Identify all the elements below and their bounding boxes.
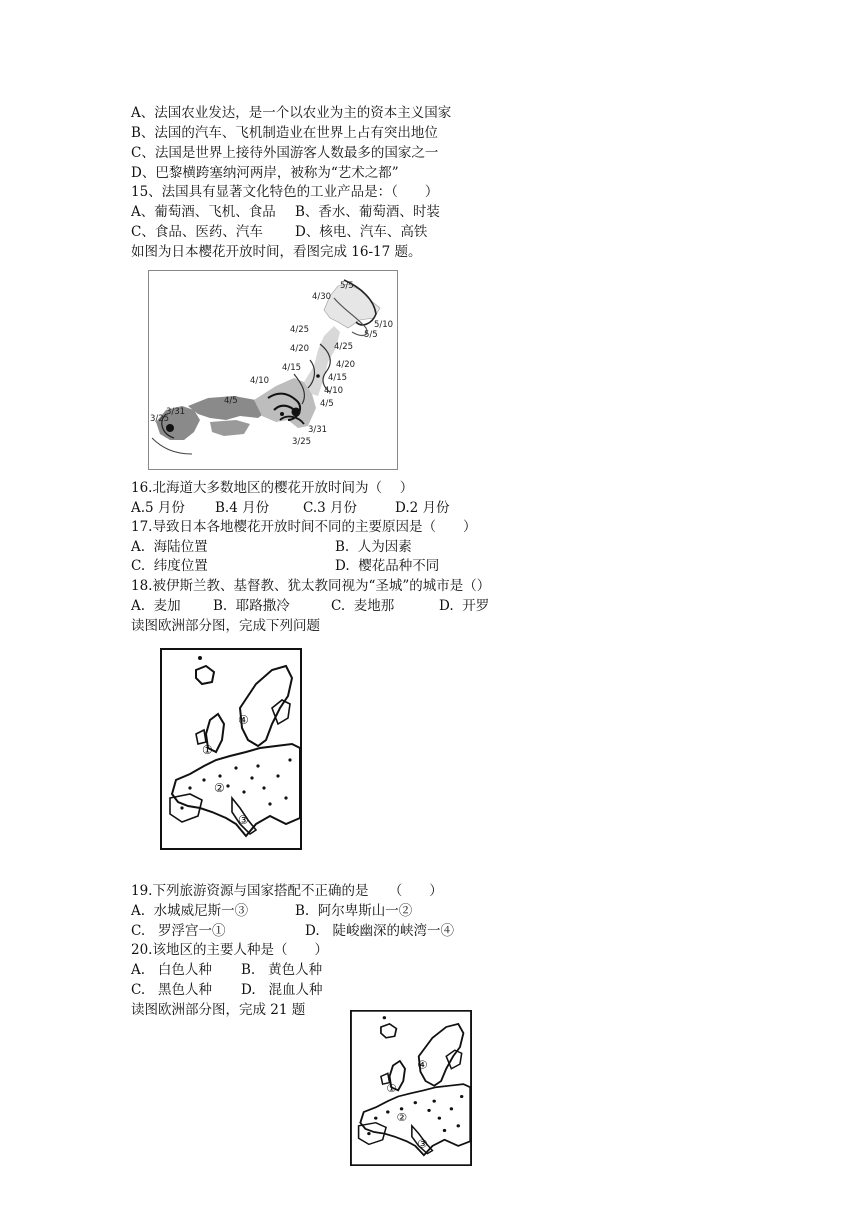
q14-option-c: C、法国是世界上接待外国游客人数最多的国家之一	[131, 145, 439, 161]
map-label: 4/15	[282, 363, 302, 373]
q16-option-d: D.2 月份	[395, 500, 450, 516]
q19-option-a: A. 水城威尼斯一③	[131, 903, 249, 919]
q15-options-row-2	[131, 223, 427, 242]
map-label: 5/5	[364, 330, 378, 340]
map-label: 4/5	[224, 396, 238, 406]
q18-stem: 18.被伊斯兰教、基督教、犹太教同视为“圣城”的城市是（）	[131, 578, 491, 594]
q17-option-b: B. 人为因素	[335, 539, 412, 555]
europe-map-1	[160, 648, 302, 850]
marker-3: ③	[238, 813, 249, 827]
japan-cherry-blossom-map	[148, 270, 398, 470]
q15-stem: 15、法国具有显著文化特色的工业产品是：（ ）	[131, 184, 439, 200]
q17-option-c: C. 纬度位置	[131, 558, 208, 574]
q18-option-d: D. 开罗	[439, 598, 490, 614]
marker-4: ④	[417, 1058, 428, 1072]
q16-option-b: B.4 月份	[215, 500, 270, 516]
q18-options-row	[131, 597, 489, 616]
q17-option-a: A. 海陆位置	[131, 539, 208, 555]
q15-option-a: A、葡萄酒、飞机、食品	[131, 204, 276, 220]
q17-stem: 17.导致日本各地樱花开放时间不同的主要原因是（ ）	[131, 519, 477, 535]
q16-stem: 16.北海道大多数地区的樱花开放时间为（ ）	[131, 480, 414, 496]
map-label: 4/25	[290, 325, 310, 335]
q20-option-c: C. 黑色人种	[131, 982, 213, 998]
map-label: 4/10	[250, 376, 270, 386]
q15-option-b: B、香水、葡萄酒、时装	[295, 204, 440, 220]
marker-2: ②	[214, 781, 225, 795]
q15-option-d: D、核电、汽车、高铁	[295, 224, 428, 240]
q19-option-b: B. 阿尔卑斯山一②	[295, 903, 413, 919]
q16-option-c: C.3 月份	[303, 500, 358, 516]
europe-map-2	[350, 1010, 472, 1166]
q15-options-row-1	[131, 203, 440, 222]
marker-1: ①	[202, 743, 213, 757]
map-label: 4/5	[320, 399, 334, 409]
europe-intro-2: 读图欧洲部分图，完成 21 题	[131, 1002, 306, 1018]
map-label: 4/20	[336, 360, 356, 370]
q18-option-a: A. 麦加	[131, 598, 181, 614]
marker-1: ①	[386, 1081, 397, 1095]
q20-options-row-1	[131, 961, 322, 980]
map-label: 3/31	[308, 425, 328, 435]
q19-stem: 19.下列旅游资源与国家搭配不正确的是 （ ）	[131, 883, 443, 899]
marker-2: ②	[396, 1110, 408, 1125]
q20-option-a: A. 白色人种	[131, 962, 212, 978]
q15-option-c: C、食品、医药、汽车	[131, 224, 263, 240]
q18-option-b: B. 耶路撒冷	[213, 598, 290, 614]
map-label: 3/25	[150, 414, 170, 424]
q20-option-b: B. 黄色人种	[241, 962, 323, 978]
q14-option-d: D、巴黎横跨塞纳河两岸，被称为“艺术之都”	[131, 165, 399, 181]
q17-option-d: D. 樱花品种不同	[335, 558, 440, 574]
q19-option-d: D. 陡峻幽深的峡湾一④	[305, 923, 455, 939]
q19-options-row-2	[131, 922, 454, 941]
europe-intro-1: 读图欧洲部分图，完成下列问题	[131, 618, 320, 634]
map-label: 3/31	[166, 407, 186, 417]
map-label: 5/5	[340, 281, 354, 291]
q20-stem: 20.该地区的主要人种是（ ）	[131, 942, 328, 958]
map-label: 5/10	[374, 320, 394, 330]
q14-option-a: A、法国农业发达，是一个以农业为主的资本主义国家	[131, 105, 452, 121]
q14-option-b: B、法国的汽车、飞机制造业在世界上占有突出地位	[131, 125, 438, 141]
q16-option-a: A.5 月份	[131, 500, 185, 516]
q17-options-row-1	[131, 538, 412, 557]
q19-options-row-1	[131, 902, 412, 921]
q20-option-d: D. 混血人种	[241, 982, 323, 998]
map-label: 4/25	[334, 342, 354, 352]
map-label: 4/15	[328, 373, 348, 383]
japan-intro: 如图为日本樱花开放时间，看图完成 16-17 题。	[131, 244, 422, 260]
map-label: 4/10	[324, 386, 344, 396]
map-label: 4/30	[312, 292, 332, 302]
marker-3: ③	[417, 1137, 428, 1151]
q20-options-row-2	[131, 981, 323, 1000]
q16-options-row	[131, 499, 450, 518]
q18-option-c: C. 麦地那	[331, 598, 395, 614]
map-label: 3/25	[292, 437, 312, 447]
map-label: 4/20	[290, 344, 310, 354]
q17-options-row-2	[131, 557, 439, 576]
marker-4: ④	[238, 713, 249, 727]
q19-option-c: C. 罗浮宫一①	[131, 923, 226, 939]
